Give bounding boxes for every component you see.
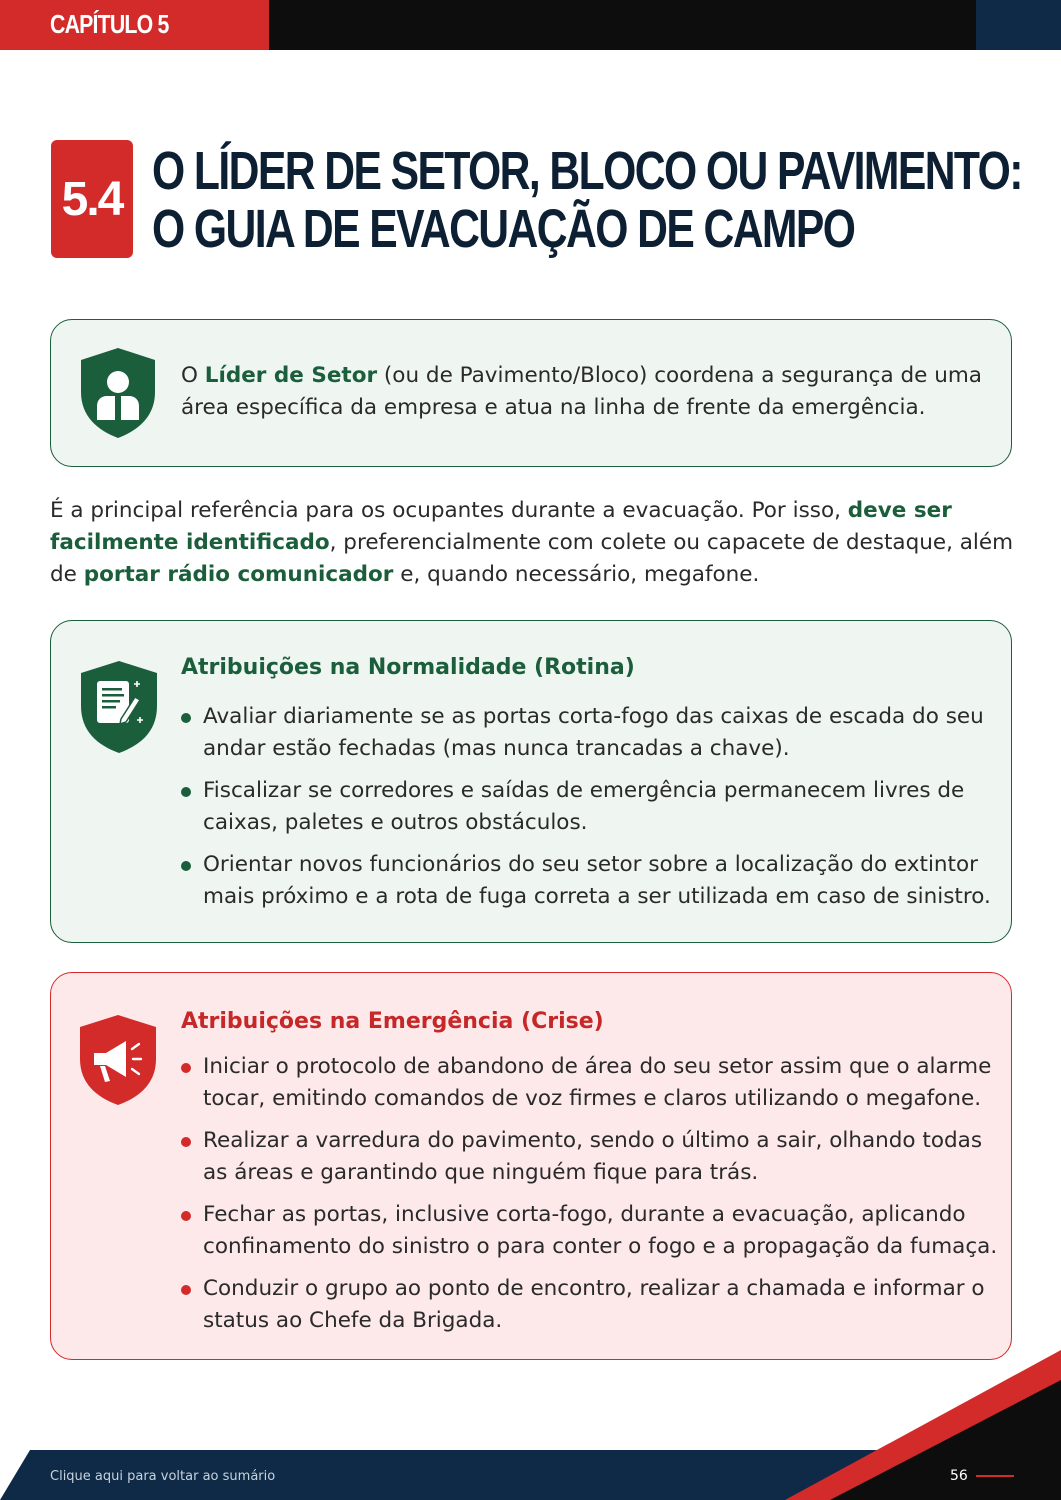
page-number: 56 bbox=[950, 1468, 968, 1484]
emergency-card-title: Atribuições na Emergência (Crise) bbox=[181, 1009, 604, 1034]
intro-highlight: Líder de Setor bbox=[204, 363, 378, 388]
emergency-list bbox=[181, 1051, 1011, 1347]
list-item: Avaliar diariamente se as portas corta-fogo das caixas de escada do seu andar estão fechadas (mas nunca trancadas a chave). bbox=[181, 701, 1001, 765]
list-item: Conduzir o grupo ao ponto de encontro, realizar a chamada e informar o status ao Chefe da Brigada. bbox=[181, 1273, 1011, 1337]
document-pen-shield-icon bbox=[79, 659, 159, 755]
intro-text bbox=[181, 360, 991, 424]
chapter-label: CAPÍTULO 5 bbox=[50, 9, 169, 39]
top-bar bbox=[0, 0, 1061, 50]
list-item: Orientar novos funcionários do seu setor sobre a localização do extintor mais próximo e a rota de fuga correta a ser utilizada em caso de sinistro. bbox=[181, 849, 1001, 913]
list-item: Realizar a varredura do pavimento, sendo o último a sair, olhando todas as áreas e garantindo que ninguém fique para trás. bbox=[181, 1125, 1011, 1189]
routine-card bbox=[50, 620, 1012, 943]
list-item: Iniciar o protocolo de abandono de área do seu setor assim que o alarme tocar, emitindo comandos de voz firmes e claros utilizando o megafone. bbox=[181, 1051, 1011, 1115]
body-paragraph bbox=[50, 495, 1015, 591]
paragraph-part2: , preferencialmente com colete ou capacete de destaque, além de bbox=[50, 530, 1014, 587]
back-to-contents-link[interactable]: Clique aqui para voltar ao sumário bbox=[50, 1469, 276, 1484]
list-item: Fiscalizar se corredores e saídas de emergência permanecem livres de caixas, paletes e outros obstáculos. bbox=[181, 775, 1001, 839]
paragraph-part3: e, quando necessário, megafone. bbox=[393, 562, 760, 587]
chapter-tab bbox=[0, 0, 269, 50]
section-title-line1: O LÍDER DE SETOR, BLOCO OU PAVIMENTO: bbox=[152, 141, 1022, 201]
routine-list bbox=[181, 701, 1001, 923]
intro-card bbox=[50, 319, 1012, 467]
list-item: Fechar as portas, inclusive corta-fogo, durante a evacuação, aplicando confinamento do sinistro o para conter o fogo e a propagação da fumaça. bbox=[181, 1199, 1011, 1263]
paragraph-highlight1: deve ser facilmente identificado bbox=[50, 498, 952, 555]
megaphone-shield-icon bbox=[78, 1013, 158, 1107]
section-number-badge: 5.4 bbox=[51, 140, 133, 258]
person-shield-icon bbox=[79, 346, 157, 440]
paragraph-highlight2: portar rádio comunicador bbox=[83, 562, 394, 587]
paragraph-part1: É a principal referência para os ocupantes durante a evacuação. Por isso, bbox=[50, 498, 848, 523]
top-bar-accent bbox=[976, 0, 1061, 50]
section-title bbox=[152, 142, 1022, 258]
intro-text-post: (ou de Pavimento/Bloco) coordena a segurança de uma área específica da empresa e atua na linha de frente da emergência. bbox=[181, 363, 982, 420]
intro-text-pre: O bbox=[181, 363, 205, 388]
routine-card-title: Atribuições na Normalidade (Rotina) bbox=[181, 655, 635, 680]
emergency-card bbox=[50, 972, 1012, 1360]
section-title-line2: O GUIA DE EVACUAÇÃO DE CAMPO bbox=[152, 199, 855, 259]
page-number-accent bbox=[976, 1475, 1014, 1477]
